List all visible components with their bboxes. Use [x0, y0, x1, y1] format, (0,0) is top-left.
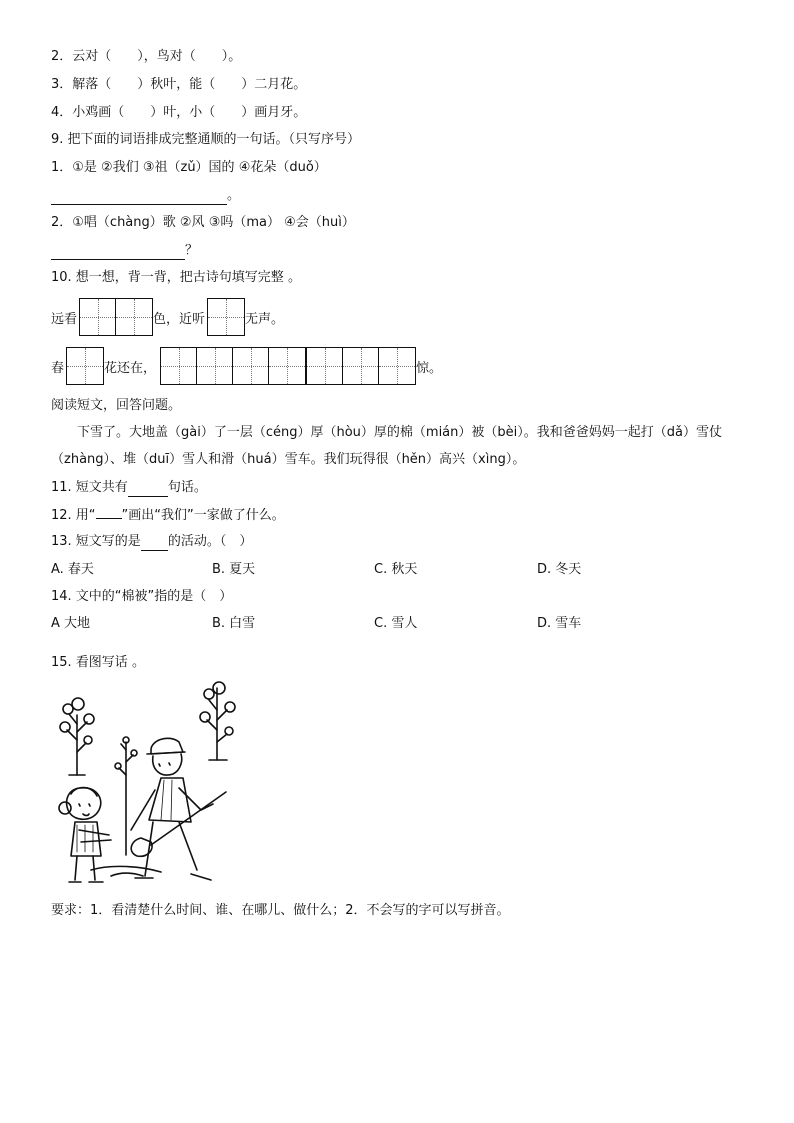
- answer-blank-line[interactable]: [128, 483, 168, 497]
- sapling: [115, 737, 137, 855]
- underline-mark: [96, 506, 122, 519]
- passage-line-1: 下雪了。大地盖（gài）了一层（céng）厚（hòu）厚的棉（mián）被（bèi）。我和爸爸妈妈一起打（dǎ）雪仗: [77, 425, 722, 440]
- q9-answer-1-end: 。: [227, 188, 241, 203]
- writing-grid[interactable]: [160, 347, 306, 385]
- fill-item-4: 4．小鸡画（ ）叶，小（ ）画月牙。: [51, 105, 307, 120]
- q13-option-a[interactable]: A. 春天: [51, 562, 94, 577]
- ground-mound: [91, 866, 161, 876]
- grid-cell[interactable]: [80, 299, 116, 335]
- q14-text: 14. 文中的“棉被”指的是（ ）: [51, 589, 233, 604]
- q12: [51, 506, 285, 525]
- reading-passage: [51, 419, 751, 473]
- q14-option-c[interactable]: C. 雪人: [374, 616, 418, 631]
- answer-blank-line[interactable]: [51, 245, 185, 260]
- q10-title-text: 10. 想一想，背一背，把古诗句填写完整: [51, 270, 284, 285]
- writing-grid[interactable]: [66, 347, 104, 385]
- q14-option-d[interactable]: D. 雪车: [537, 616, 582, 631]
- q13-text: 13. 短文写的是: [51, 534, 141, 549]
- poem-text: 色，近听: [153, 311, 206, 327]
- fill-item-3: 3．解落（ ）秋叶，能（ ）二月花。: [51, 77, 307, 92]
- q9-title: 9. 把下面的词语排成完整通顺的一句话。（只写序号）: [51, 132, 361, 147]
- q15-title: [51, 654, 145, 672]
- q9-answer-1: [51, 187, 240, 205]
- poem-text: 惊。: [416, 360, 443, 376]
- writing-grid[interactable]: [207, 298, 245, 336]
- grid-cell[interactable]: [67, 348, 103, 384]
- poem-line-2: [51, 347, 442, 385]
- q10-title: [51, 269, 301, 287]
- q14-option-a[interactable]: A 大地: [51, 616, 91, 631]
- grid-cell[interactable]: [379, 348, 415, 384]
- q11: [51, 479, 207, 497]
- poem-text: 春: [51, 360, 65, 376]
- grid-cell[interactable]: [161, 348, 197, 384]
- left-tree: [60, 698, 94, 775]
- grid-cell[interactable]: [208, 299, 244, 335]
- poem-line-1: [51, 298, 284, 336]
- q9-answer-2-end: ？: [185, 243, 199, 258]
- q15-title-end: 。: [131, 655, 145, 670]
- q13-option-d[interactable]: D. 冬天: [537, 562, 582, 577]
- shovel: [131, 792, 226, 856]
- q13-text-end: 的活动。（ ）: [167, 534, 253, 549]
- q13-option-c[interactable]: C. 秋天: [374, 562, 418, 577]
- tree-planting-illustration: [51, 680, 236, 895]
- poem-text: 无声。: [245, 311, 285, 327]
- q10-title-end: 。: [287, 270, 301, 285]
- right-tree: [200, 682, 235, 760]
- q9-item-1: 1．①是 ②我们 ③祖（zǔ）国的 ④花朵（duǒ）: [51, 160, 327, 175]
- answer-blank-line[interactable]: [141, 537, 168, 551]
- requirement-text: 要求：1．看清楚什么时间、谁、在哪儿、做什么；2．不会写的字可以写拼音。: [51, 903, 510, 918]
- grid-cell[interactable]: [269, 348, 305, 384]
- fill-item-2: 2．云对（ ），鸟对（ ）。: [51, 49, 242, 64]
- q13-option-b[interactable]: B. 夏天: [212, 562, 256, 577]
- writing-grid[interactable]: [79, 298, 153, 336]
- q11-text-end: 句话。: [167, 480, 207, 495]
- q9-item-2: 2．①唱（chàng）歌 ②风 ③吗（ma） ④会（huì）: [51, 215, 355, 230]
- grid-cell[interactable]: [197, 348, 233, 384]
- q9-answer-2: [51, 242, 198, 260]
- q11-text: 11. 短文共有: [51, 480, 128, 495]
- q15-title-text: 15. 看图写话: [51, 655, 128, 670]
- q12-text-end: ”画出“我们”一家做了什么。: [121, 508, 285, 523]
- reading-intro: 阅读短文，回答问题。: [51, 398, 182, 413]
- grid-cell[interactable]: [233, 348, 269, 384]
- passage-line-2: （zhàng）、堆（duī）雪人和滑（huá）雪车。我们玩得很（hěn）高兴（xìng）。: [51, 452, 526, 467]
- grid-cell[interactable]: [307, 348, 343, 384]
- poem-text: 远看: [51, 311, 78, 327]
- q12-text: 12. 用“: [51, 508, 96, 523]
- writing-grid[interactable]: [306, 347, 416, 385]
- grid-cell[interactable]: [343, 348, 379, 384]
- q13: [51, 533, 252, 551]
- poem-text: 花还在，: [104, 360, 157, 376]
- answer-blank-line[interactable]: [51, 190, 227, 205]
- grid-cell[interactable]: [116, 299, 152, 335]
- q14-option-b[interactable]: B. 白雪: [212, 616, 256, 631]
